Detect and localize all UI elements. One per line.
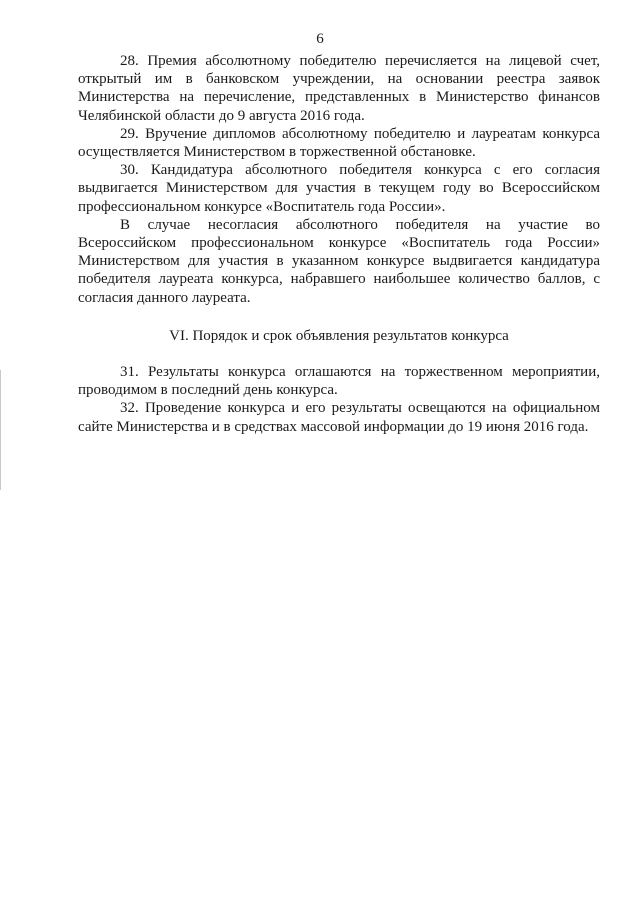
paragraph-30: 30. Кандидатура абсолютного победителя конкурса с его согласия выдвигается Министерством для участия в текущем году во Всероссийском профессиональном конкурсе «Воспитатель года России». [78, 162, 600, 215]
page-number: 6 [316, 31, 324, 47]
paragraph-32: 32. Проведение конкурса и его результаты освещаются на официальном сайте Министерства и в средствах массовой информации до 19 июня 2016 года. [78, 400, 600, 435]
paragraph-29: 29. Вручение дипломов абсолютному победителю и лауреатам конкурса осуществляется Министерством в торжественной обстановке. [78, 125, 600, 161]
paragraph-31: 31. Результаты конкурса оглашаются на торжественном мероприятии, проводимом в последний день конкурса. [78, 364, 600, 399]
document-body [78, 52, 600, 436]
section-heading: VI. Порядок и срок объявления результатов конкурса [169, 327, 509, 344]
scan-edge-mark [0, 370, 1, 490]
paragraph-28: 28. Премия абсолютному победителю перечисляется на лицевой счет, открытый им в банковском учреждении, на основании реестра заявок Министерства на перечисление, представленных в Министерство финансов Челябинской области до 9 августа 2016 года. [78, 53, 600, 124]
paragraph-30-continuation: В случае несогласия абсолютного победителя на участие во Всероссийском профессиональном конкурсе «Воспитатель года России» Министерством для участия в указанном конкурсе выдвигается кандидатура победителя лауреата конкурса, набравшего наибольшее количество баллов, с согласия данного лауреата. [78, 216, 600, 306]
